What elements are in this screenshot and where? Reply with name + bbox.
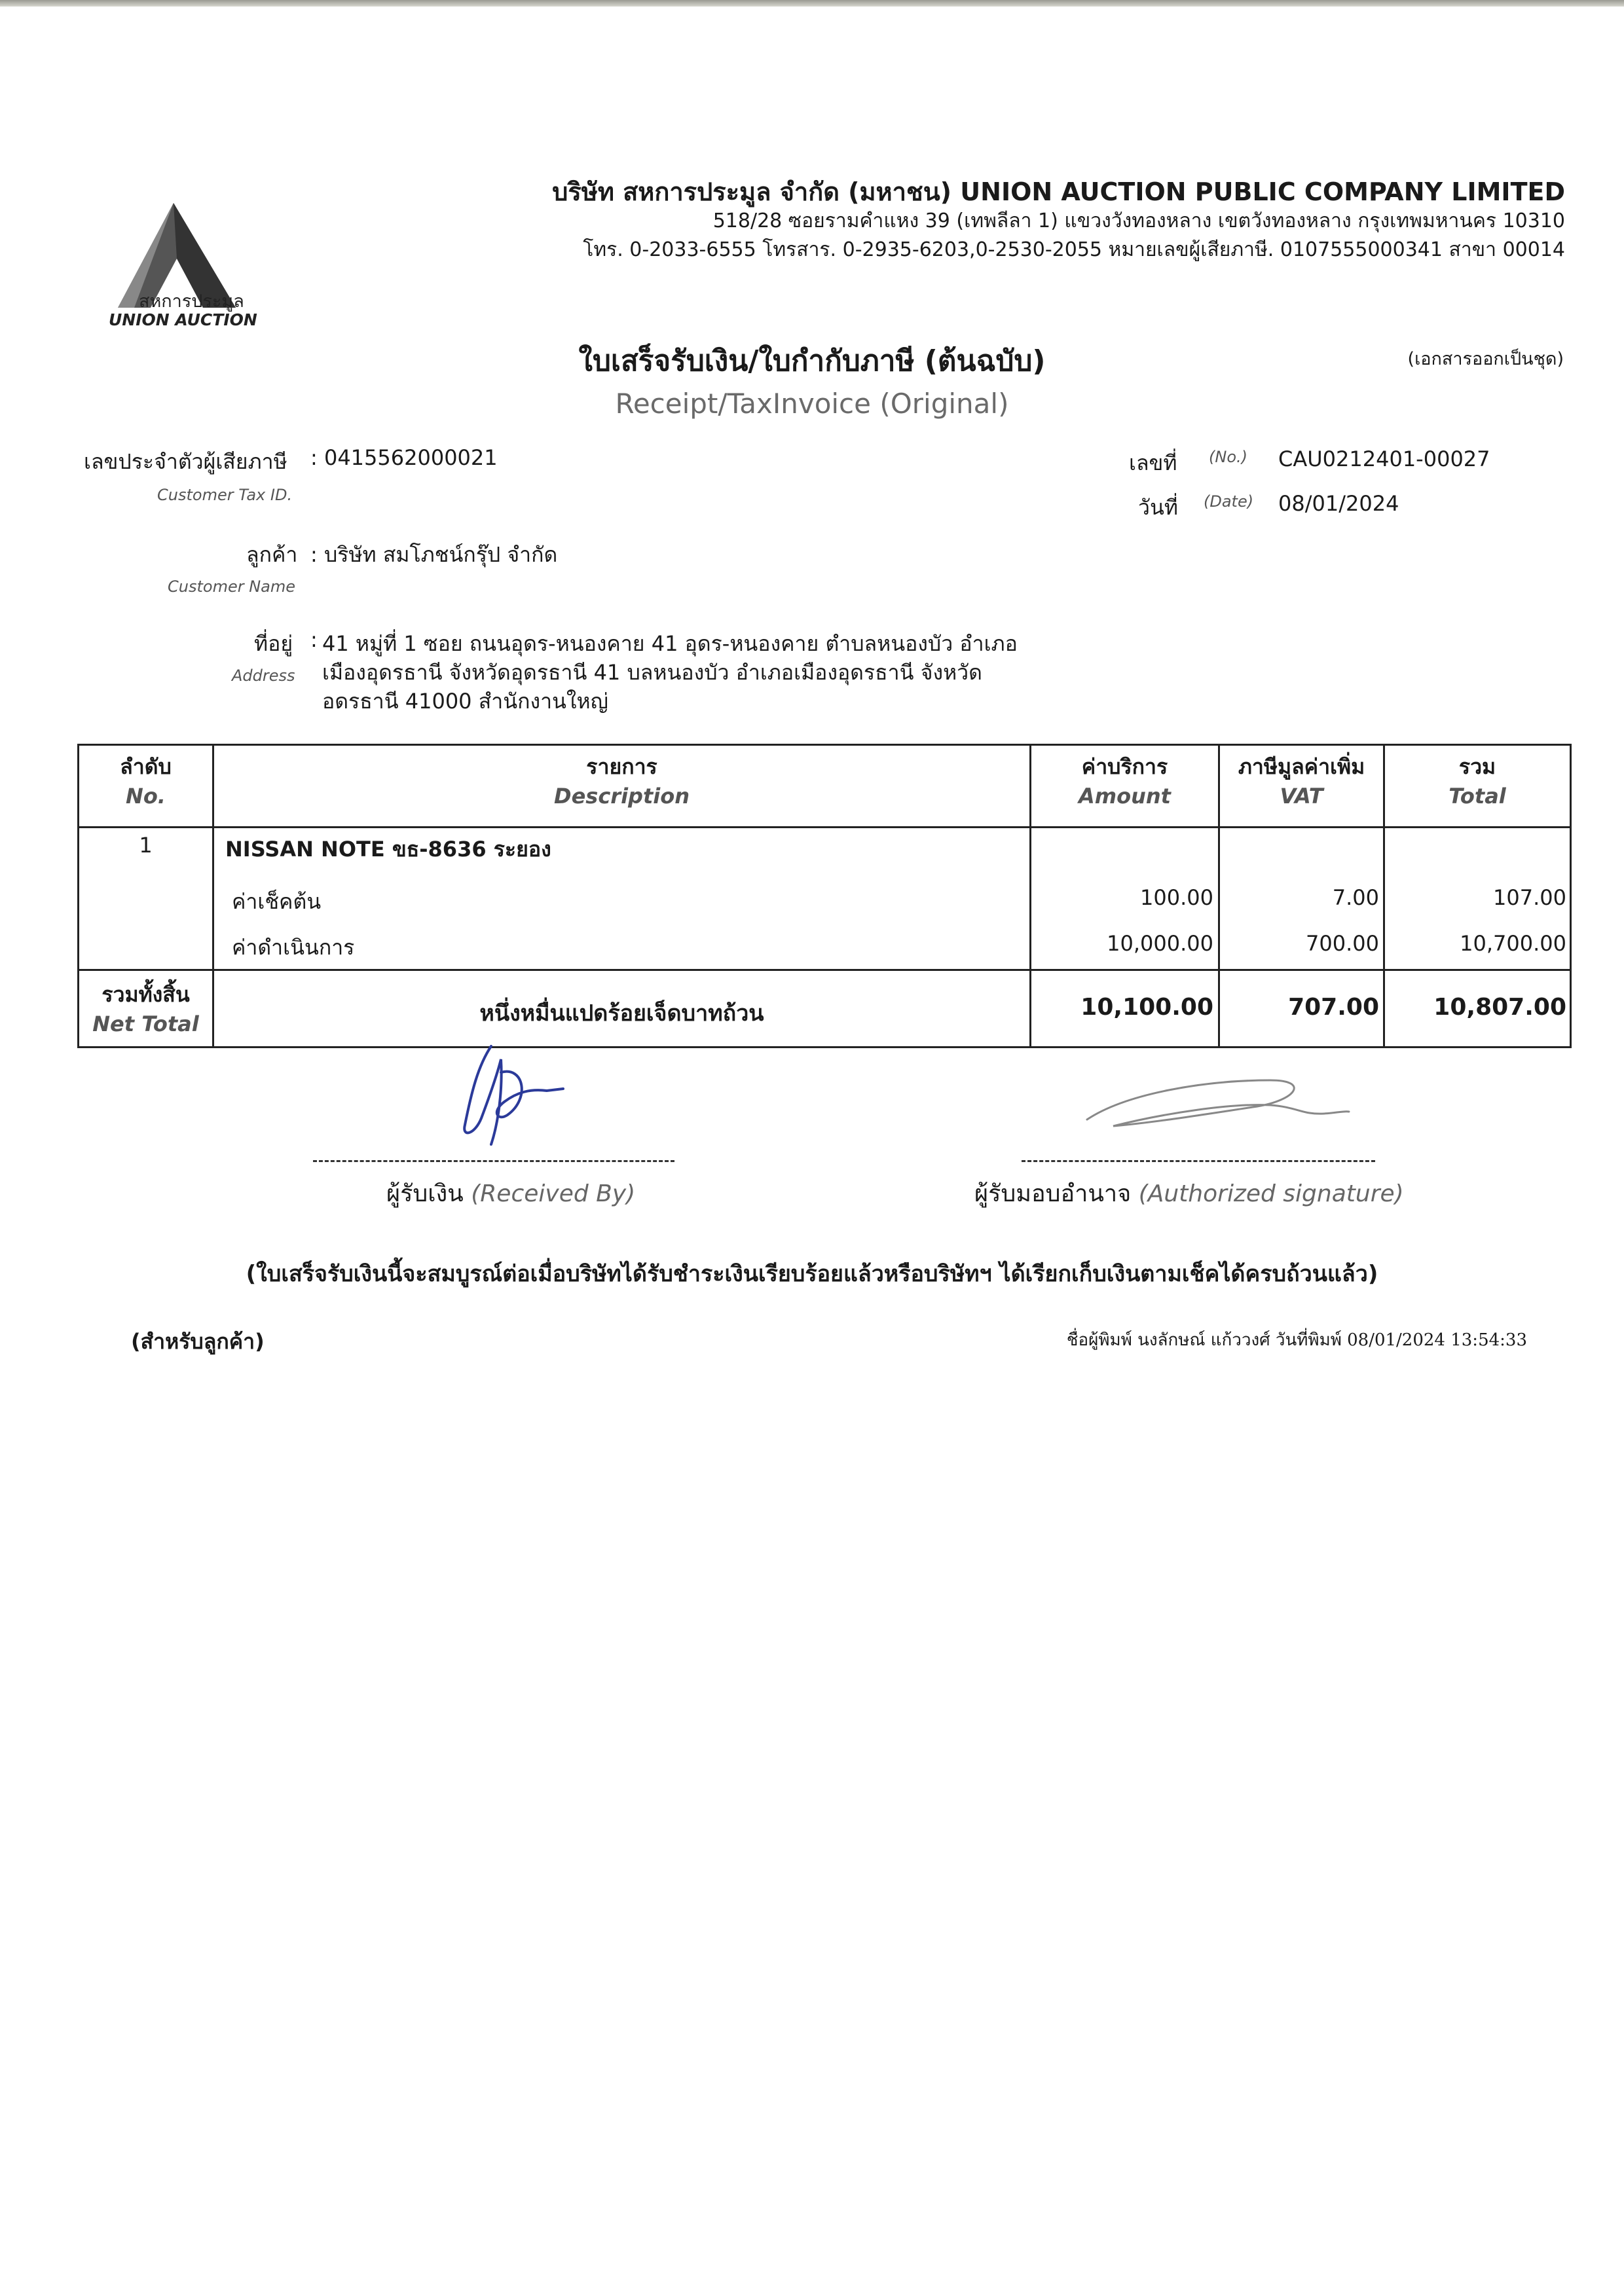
- header-amount: [1031, 750, 1218, 809]
- item-no: 1: [139, 833, 153, 858]
- document-title-en: Receipt/TaxInvoice (Original): [615, 388, 1009, 420]
- doc-no-value: CAU0212401-00027: [1278, 446, 1490, 471]
- customer-value: : บริษัท สมโภชน์กรุ๊ป จำกัด: [310, 542, 558, 567]
- line-2-amount: 10,000.00: [1107, 931, 1213, 956]
- document-set-note: (เอกสารออกเป็นชุด): [1407, 349, 1564, 369]
- net-total: 10,807.00: [1433, 994, 1566, 1021]
- tax-id-sublabel: Customer Tax ID.: [157, 486, 293, 504]
- net-total-label-en: Net Total: [92, 1011, 199, 1036]
- scan-edge: [0, 0, 1624, 7]
- logo-text-en: UNION AUCTION: [109, 310, 257, 329]
- date-value: 08/01/2024: [1278, 491, 1399, 516]
- address-line-3: อดรธานี 41000 สำนักงานใหญ่: [322, 689, 608, 714]
- header-amount-en: Amount: [1079, 784, 1171, 809]
- address-sublabel: Address: [232, 666, 295, 685]
- header-no-en: No.: [126, 784, 166, 809]
- authorized-th: ผู้รับมอบอำนาจ: [974, 1180, 1132, 1207]
- date-sublabel: (Date): [1204, 492, 1254, 511]
- tax-id-label: เลขประจำตัวผู้เสียภาษี: [84, 449, 287, 474]
- received-by-label: [386, 1175, 635, 1212]
- company-address: 518/28 ซอยรามคำแหง 39 (เทพลีลา 1) แขวงวังทองหลาง เขตวังทองหลาง กรุงเทพมหานคร 10310: [712, 210, 1565, 232]
- copy-for-label: (สำหรับลูกค้า): [131, 1329, 265, 1354]
- completion-note: (ใบเสร็จรับเงินนี้จะสมบูรณ์ต่อเมื่อบริษัทได้รับชำระเงินเรียบร้อยแล้วหรือบริษัทฯ ได้เรียกเก็บเงินตามเช็คได้ครบถ้วนแล้ว): [246, 1261, 1378, 1287]
- net-amount: 10,100.00: [1080, 994, 1213, 1021]
- address-line-2: เมืองอุดรธานี จังหวัดอุดรธานี 41 บลหนองบัว อำเภอเมืองอุดรธานี จังหวัด: [322, 660, 982, 685]
- header-description: [214, 750, 1029, 809]
- document-title-th: ใบเสร็จรับเงิน/ใบกำกับภาษี (ต้นฉบับ): [578, 344, 1046, 378]
- header-total-en: Total: [1449, 784, 1506, 809]
- doc-no-sublabel: (No.): [1209, 448, 1247, 466]
- header-no: [79, 750, 212, 809]
- received-signature-line: [313, 1160, 674, 1162]
- header-total-th: รวม: [1458, 754, 1496, 779]
- tax-id-value: : 0415562000021: [310, 445, 498, 470]
- header-total: [1385, 750, 1570, 809]
- line-1-total: 107.00: [1493, 885, 1566, 910]
- customer-sublabel: Customer Name: [168, 577, 296, 596]
- authorized-en: (Authorized signature): [1138, 1180, 1404, 1207]
- header-description-en: Description: [554, 784, 690, 809]
- item-title: NISSAN NOTE ขธ-8636 ระยอง: [225, 837, 551, 862]
- authorized-signature: [1074, 1067, 1362, 1139]
- address-label: ที่อยู่: [254, 631, 293, 656]
- address-colon: :: [310, 627, 318, 652]
- doc-no-label: เลขที่: [1129, 450, 1177, 475]
- header-vat-en: VAT: [1280, 784, 1323, 809]
- company-name: บริษัท สหการประมูล จำกัด (มหาชน) UNION AUCTION PUBLIC COMPANY LIMITED: [552, 177, 1565, 206]
- line-2-total: 10,700.00: [1460, 931, 1566, 956]
- header-amount-th: ค่าบริการ: [1081, 754, 1168, 779]
- net-vat: 707.00: [1288, 994, 1379, 1021]
- header-vat-th: ภาษีมูลค่าเพิ่ม: [1238, 754, 1365, 779]
- line-1-amount: 100.00: [1140, 885, 1213, 910]
- received-by-th: ผู้รับเงิน: [386, 1180, 464, 1207]
- printed-by: ชื่อผู้พิมพ์ นงลักษณ์ แก้ววงศ์ วันที่พิมพ์ 08/01/2024 13:54:33: [1066, 1330, 1527, 1350]
- logo-text-th: สหการประมูล: [139, 291, 244, 312]
- date-label: วันที่: [1138, 495, 1178, 520]
- net-total-words: หนึ่งหมื่นแปดร้อยเจ็ดบาทถ้วน: [479, 1000, 764, 1027]
- line-1-description: ค่าเช็คต้น: [232, 889, 322, 914]
- header-no-th: ลำดับ: [120, 754, 172, 779]
- net-total-label-th: รวมทั้งสิ้น: [101, 982, 190, 1007]
- address-line-1: 41 หมู่ที่ 1 ซอย ถนนอุดร-หนองคาย 41 อุดร-หนองคาย ตำบลหนองบัว อำเภอ: [322, 631, 1018, 656]
- row-divider: [77, 826, 1572, 828]
- line-2-vat: 700.00: [1306, 931, 1379, 956]
- authorized-signature-label: [974, 1175, 1404, 1212]
- authorized-signature-line: [1022, 1160, 1375, 1162]
- received-by-en: (Received By): [471, 1180, 636, 1207]
- line-2-description: ค่าดำเนินการ: [232, 935, 355, 960]
- company-contact: โทร. 0-2033-6555 โทรสาร. 0-2935-6203,0-2530-2055 หมายเลขผู้เสียภาษี. 0107555000341 สาขา 00014: [583, 238, 1565, 261]
- received-signature: [452, 1040, 596, 1151]
- header-description-th: รายการ: [586, 754, 657, 779]
- net-total-label: [79, 978, 212, 1036]
- line-1-vat: 7.00: [1332, 885, 1379, 910]
- header-vat: [1220, 750, 1383, 809]
- row-divider: [77, 969, 1572, 971]
- customer-label: ลูกค้า: [246, 542, 298, 567]
